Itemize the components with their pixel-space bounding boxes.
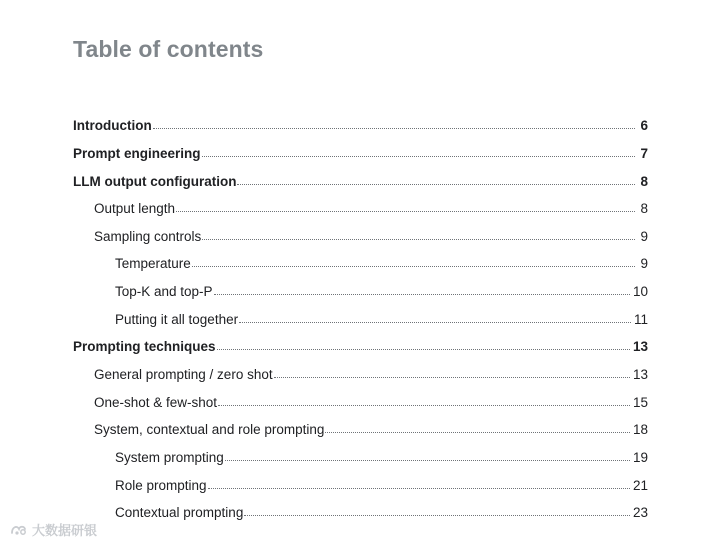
toc-entry-page: 8 <box>640 174 648 189</box>
toc-entry-label: Temperature <box>115 256 191 271</box>
toc-dot-leader <box>325 432 630 433</box>
toc-entry-label: Putting it all together <box>115 312 239 327</box>
toc-dot-leader <box>153 128 635 129</box>
toc-entry-page: 7 <box>640 146 648 161</box>
page-title: Table of contents <box>73 36 264 62</box>
toc-dot-leader <box>218 405 630 406</box>
watermark <box>10 520 97 539</box>
toc-entry[interactable] <box>94 365 648 385</box>
watermark-text: 大数据研银 <box>32 523 98 538</box>
toc-entry-page: 23 <box>632 505 648 520</box>
toc-dot-leader <box>208 488 630 489</box>
toc-dot-leader <box>214 294 630 295</box>
toc-entry-page: 9 <box>640 229 648 244</box>
toc-entry[interactable] <box>94 420 648 440</box>
toc-dot-leader <box>192 266 635 267</box>
toc-entry-page: 9 <box>640 256 648 271</box>
toc-entry[interactable] <box>115 254 648 274</box>
toc-entry[interactable] <box>94 393 648 413</box>
toc-entry-page: 15 <box>632 395 648 410</box>
toc-entry-label: Prompt engineering <box>73 146 201 161</box>
toc-dot-leader <box>244 515 630 516</box>
toc-entry-label: General prompting / zero shot <box>94 367 273 382</box>
toc-entry-page: 18 <box>632 422 648 437</box>
toc-dot-leader <box>217 349 630 350</box>
toc-entry[interactable] <box>115 503 648 523</box>
toc-entry-label: System, contextual and role prompting <box>94 422 325 437</box>
toc-dot-leader <box>239 322 631 323</box>
toc-entry-page: 13 <box>632 367 648 382</box>
toc-entry[interactable] <box>73 337 648 357</box>
toc-entry-page: 6 <box>640 118 648 133</box>
toc-entry-page: 11 <box>633 312 648 327</box>
toc-entry[interactable] <box>94 199 648 219</box>
toc-entry-label: Output length <box>94 201 176 216</box>
toc-dot-leader <box>274 377 630 378</box>
toc-entry-label: System prompting <box>115 450 224 465</box>
toc-entry-label: Prompting techniques <box>73 339 216 354</box>
toc-entry[interactable] <box>115 476 648 496</box>
toc-entry[interactable] <box>115 448 648 468</box>
toc-entry[interactable] <box>73 144 648 164</box>
toc-entry-page: 19 <box>632 450 648 465</box>
toc-entry-label: LLM output configuration <box>73 174 237 189</box>
toc-entry-page: 21 <box>632 478 648 493</box>
toc-dot-leader <box>237 184 635 185</box>
toc-entry-label: Sampling controls <box>94 229 202 244</box>
toc-entry-label: Contextual prompting <box>115 505 244 520</box>
toc-entry[interactable] <box>94 227 648 247</box>
toc-dot-leader <box>202 239 635 240</box>
toc-entry[interactable] <box>115 282 648 302</box>
toc-entry[interactable] <box>115 310 648 330</box>
toc-dot-leader <box>176 211 635 212</box>
toc-entry-label: One-shot & few-shot <box>94 395 218 410</box>
toc-entry[interactable] <box>73 116 648 136</box>
toc-dot-leader <box>202 156 635 157</box>
toc-entry-page: 8 <box>640 201 648 216</box>
toc-dot-leader <box>225 460 630 461</box>
toc-entry-page: 13 <box>632 339 648 354</box>
watermark-logo-icon <box>10 523 28 537</box>
toc-entry-label: Introduction <box>73 118 152 133</box>
toc-entry-page: 10 <box>632 284 648 299</box>
toc-entry-label: Top-K and top-P <box>115 284 213 299</box>
toc-entry-label: Role prompting <box>115 478 207 493</box>
toc-entry[interactable] <box>73 172 648 192</box>
